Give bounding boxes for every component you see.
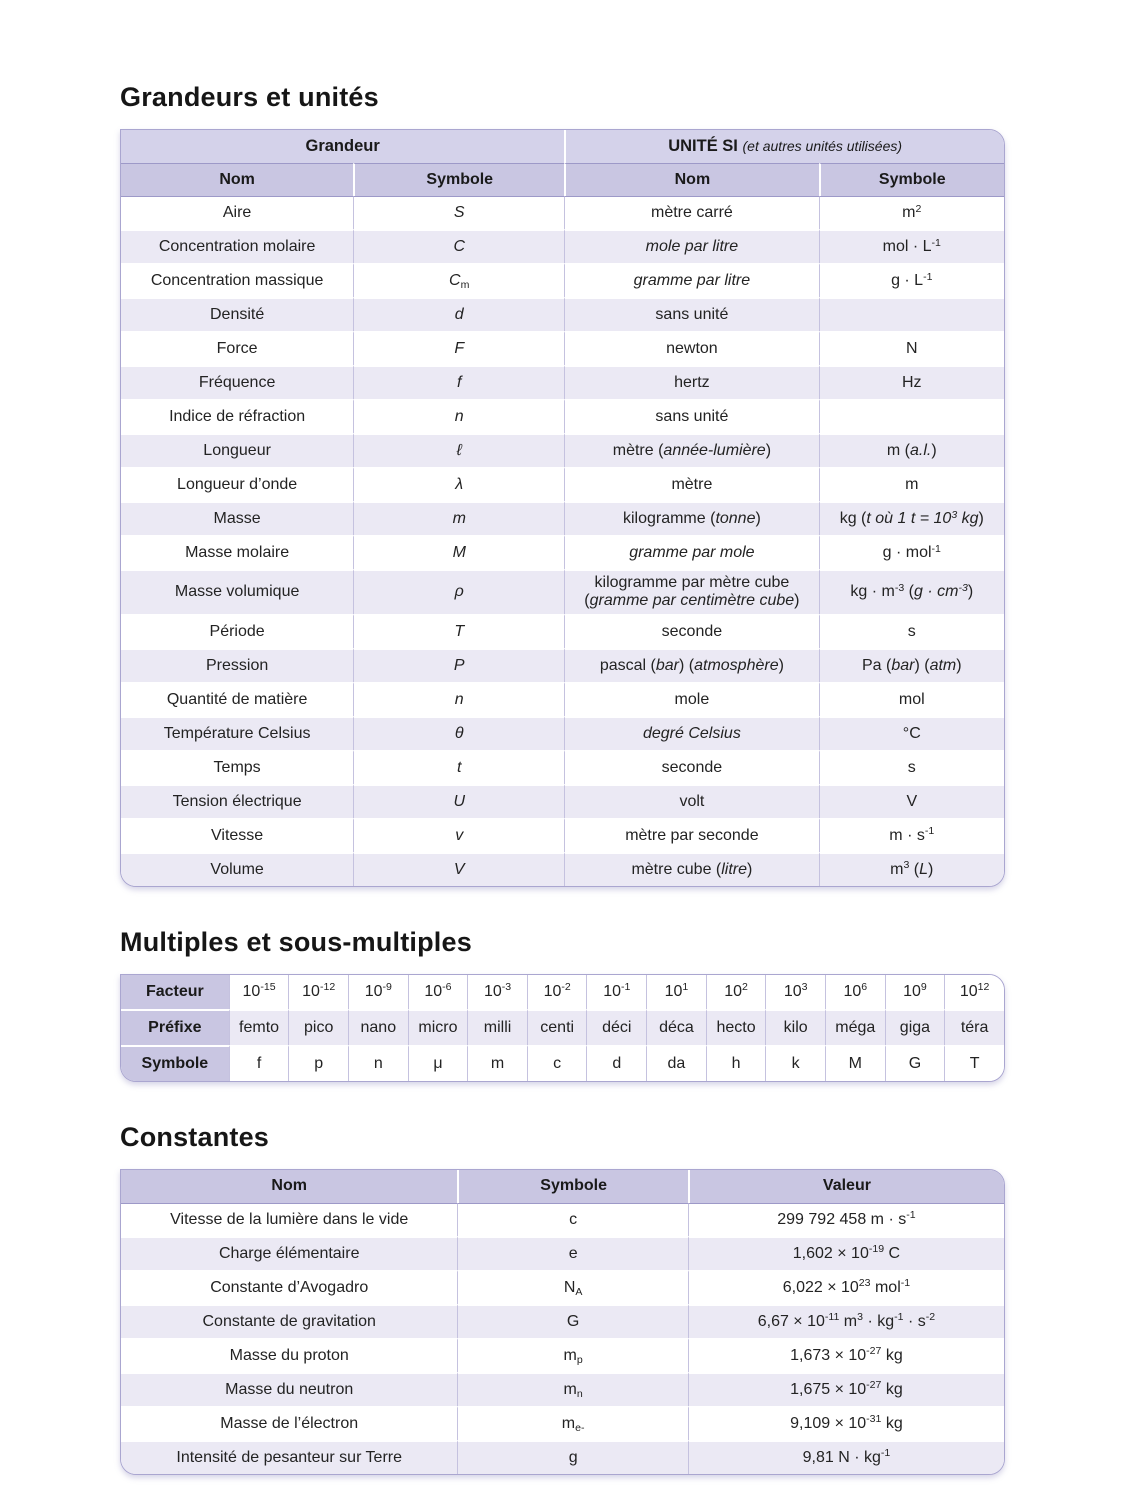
col-header-constante-valeur: Valeur xyxy=(688,1170,1004,1203)
unite-symbole: s xyxy=(819,614,1004,648)
facteur-row-value: $10^{-3}$ xyxy=(467,975,527,1009)
symbole-row xyxy=(121,1045,1004,1081)
unite-symbole: N xyxy=(819,331,1004,365)
constante-nom: Masse de l’électron xyxy=(121,1406,457,1440)
grandeur-nom: Période xyxy=(121,614,353,648)
prefixe-row-value: giga xyxy=(885,1009,945,1045)
grandeur-nom: Quantité de matière xyxy=(121,682,353,716)
grandeur-nom: Vitesse xyxy=(121,818,353,852)
unite-symbole: g · mol$^{-1}$ xyxy=(819,535,1004,569)
constante-nom: Intensité de pesanteur sur Terre xyxy=(121,1440,457,1474)
grandeur-row xyxy=(121,818,1004,852)
grandeur-symbole: f xyxy=(353,365,564,399)
unite-symbole: mol xyxy=(819,682,1004,716)
constante-symbole: $N_A$ xyxy=(457,1270,687,1304)
grandeur-row xyxy=(121,614,1004,648)
facteur-row-value: $10^3$ xyxy=(765,975,825,1009)
grandeur-row xyxy=(121,784,1004,818)
grandeur-row xyxy=(121,569,1004,614)
grandeur-symbole: V xyxy=(353,852,564,886)
symbole-row-value: T xyxy=(944,1045,1004,1081)
grandeur-symbole: ρ xyxy=(353,569,564,614)
unite-symbole xyxy=(819,399,1004,433)
prefixe-row xyxy=(121,1009,1004,1045)
grandeur-group-label: Grandeur xyxy=(305,137,380,156)
unite-symbole: m (a.l.) xyxy=(819,433,1004,467)
unite-si-note: (et autres unités utilisées) xyxy=(742,138,903,155)
grandeur-nom: Densité xyxy=(121,297,353,331)
grandeur-row xyxy=(121,852,1004,886)
grandeur-row xyxy=(121,501,1004,535)
unite-symbole: $m^3$ (L) xyxy=(819,852,1004,886)
grandeur-symbole: $C_m$ xyxy=(353,263,564,297)
grandeur-nom: Indice de réfraction xyxy=(121,399,353,433)
grandeur-row xyxy=(121,365,1004,399)
symbole-row-value: c xyxy=(527,1045,587,1081)
symbole-row-value: p xyxy=(288,1045,348,1081)
unite-nom: mètre cube (litre) xyxy=(564,852,818,886)
grandeur-nom: Tension électrique xyxy=(121,784,353,818)
constante-symbole: $m_n$ xyxy=(457,1372,687,1406)
grandeur-row xyxy=(121,399,1004,433)
facteur-row-value: $10^6$ xyxy=(825,975,885,1009)
prefixe-row-value: kilo xyxy=(765,1009,825,1045)
constante-valeur: $6,022 \times 10^{23}$ mol$^{-1}$ xyxy=(688,1270,1004,1304)
constante-symbole: g xyxy=(457,1440,687,1474)
grandeur-symbole: t xyxy=(353,750,564,784)
constantes-table xyxy=(120,1169,1005,1475)
facteur-row-value: $10^{-12}$ xyxy=(288,975,348,1009)
prefixe-row-value: femto xyxy=(229,1009,289,1045)
unite-symbole: mol · $L^{-1}$ xyxy=(819,229,1004,263)
grandeur-nom: Fréquence xyxy=(121,365,353,399)
unite-symbole: °C xyxy=(819,716,1004,750)
grandeur-group-header xyxy=(121,130,564,163)
prefixe-row-label: Préfixe xyxy=(121,1009,229,1045)
constante-valeur: 9,81 $N \cdot kg^{-1}$ xyxy=(688,1440,1004,1474)
unite-symbole: Pa (bar) (atm) xyxy=(819,648,1004,682)
unite-nom: sans unité xyxy=(564,297,818,331)
unite-symbole: kg (t où 1 $t = 10^3$ kg) xyxy=(819,501,1004,535)
unite-nom: volt xyxy=(564,784,818,818)
grandeur-row xyxy=(121,648,1004,682)
unite-nom: mètre par seconde xyxy=(564,818,818,852)
constante-nom: Vitesse de la lumière dans le vide xyxy=(121,1203,457,1236)
symbole-row-value: m xyxy=(467,1045,527,1081)
constante-row xyxy=(121,1203,1004,1236)
constante-nom: Constante de gravitation xyxy=(121,1304,457,1338)
unite-nom: mole xyxy=(564,682,818,716)
unite-nom: kilogramme (tonne) xyxy=(564,501,818,535)
grandeur-symbole: T xyxy=(353,614,564,648)
unite-nom: gramme par mole xyxy=(564,535,818,569)
constante-symbole: c xyxy=(457,1203,687,1236)
unite-symbole: m xyxy=(819,467,1004,501)
col-header-constante-nom: Nom xyxy=(121,1170,457,1203)
col-header-constante-symbole: Symbole xyxy=(457,1170,687,1203)
grandeur-nom: Longueur d’onde xyxy=(121,467,353,501)
symbole-row-value: f xyxy=(229,1045,289,1081)
constante-symbole: G xyxy=(457,1304,687,1338)
unite-nom: newton xyxy=(564,331,818,365)
symbole-row-value: n xyxy=(348,1045,408,1081)
prefixe-row-value: centi xyxy=(527,1009,587,1045)
unite-si-label: UNITÉ SI xyxy=(668,137,738,156)
grandeur-nom: Concentration massique xyxy=(121,263,353,297)
unite-nom: mole par litre xyxy=(564,229,818,263)
unite-symbole: $m \cdot s^{-1}$ xyxy=(819,818,1004,852)
symbole-row-value: G xyxy=(885,1045,945,1081)
grandeur-nom: Force xyxy=(121,331,353,365)
constante-valeur: $1,675 \times 10^{-27}$ kg xyxy=(688,1372,1004,1406)
grandeurs-title: Grandeurs et unités xyxy=(120,82,379,112)
grandeur-symbole: m xyxy=(353,501,564,535)
constante-nom: Constante d’Avogadro xyxy=(121,1270,457,1304)
grandeurs-group-header-row xyxy=(121,130,1004,163)
unite-nom: pascal (bar) (atmosphère) xyxy=(564,648,818,682)
grandeurs-section xyxy=(120,82,1005,887)
grandeur-symbole: S xyxy=(353,196,564,229)
grandeur-nom: Masse xyxy=(121,501,353,535)
constante-valeur: $9,109 \times 10^{-31}$ kg xyxy=(688,1406,1004,1440)
col-header-nom-grandeur: Nom xyxy=(121,163,353,196)
grandeur-nom: Masse volumique xyxy=(121,569,353,614)
symbole-row-value: k xyxy=(765,1045,825,1081)
facteur-row-value: $10^{-15}$ xyxy=(229,975,289,1009)
symbole-row-value: da xyxy=(646,1045,706,1081)
prefixe-row-value: pico xyxy=(288,1009,348,1045)
prefixe-row-value: méga xyxy=(825,1009,885,1045)
grandeur-nom: Temps xyxy=(121,750,353,784)
col-header-symbole-grandeur: Symbole xyxy=(353,163,564,196)
grandeur-row xyxy=(121,297,1004,331)
grandeur-symbole: F xyxy=(353,331,564,365)
unite-nom: mètre xyxy=(564,467,818,501)
constante-symbole: $m_{e-}$ xyxy=(457,1406,687,1440)
grandeur-row xyxy=(121,682,1004,716)
grandeur-row xyxy=(121,716,1004,750)
unite-symbole: $m^2$ xyxy=(819,196,1004,229)
grandeur-symbole: v xyxy=(353,818,564,852)
facteur-row-label: Facteur xyxy=(121,975,229,1009)
constantes-title: Constantes xyxy=(120,1121,270,1152)
constantes-header-row xyxy=(121,1170,1004,1203)
prefixe-row-value: milli xyxy=(467,1009,527,1045)
col-header-nom-unite: Nom xyxy=(564,163,818,196)
unite-nom: seconde xyxy=(564,614,818,648)
facteur-row-value: $10^{12}$ xyxy=(944,975,1004,1009)
constantes-section xyxy=(120,1122,1005,1475)
unite-nom: degré Celsius xyxy=(564,716,818,750)
grandeur-nom: Longueur xyxy=(121,433,353,467)
constante-valeur: $6,67 \times 10^{-11}$ $m^3 \cdot kg^{-1} \cdot s^{-2}$ xyxy=(688,1304,1004,1338)
grandeur-symbole: U xyxy=(353,784,564,818)
grandeur-symbole: P xyxy=(353,648,564,682)
constante-row xyxy=(121,1372,1004,1406)
constante-nom: Charge élémentaire xyxy=(121,1236,457,1270)
grandeurs-table xyxy=(120,129,1005,887)
constante-valeur: $1,602 \times 10^{-19}$ C xyxy=(688,1236,1004,1270)
unite-nom: seconde xyxy=(564,750,818,784)
facteur-row-value: $10^{-1}$ xyxy=(586,975,646,1009)
grandeurs-subheader-row xyxy=(121,163,1004,196)
multiples-title: Multiples et sous-multiples xyxy=(120,926,472,957)
constante-row xyxy=(121,1440,1004,1474)
grandeur-symbole: M xyxy=(353,535,564,569)
symbole-row-value: h xyxy=(706,1045,766,1081)
unite-symbole: kg · $m^{-3}$ $(g \cdot cm^{-3})$ xyxy=(819,569,1004,614)
multiples-section xyxy=(120,927,1005,1082)
prefixe-row-value: téra xyxy=(944,1009,1004,1045)
constante-row xyxy=(121,1270,1004,1304)
grandeur-nom: Volume xyxy=(121,852,353,886)
constante-symbole: e xyxy=(457,1236,687,1270)
facteur-row-value: $10^{-6}$ xyxy=(408,975,468,1009)
grandeur-row xyxy=(121,196,1004,229)
facteur-row-value: $10^{-9}$ xyxy=(348,975,408,1009)
grandeur-nom: Pression xyxy=(121,648,353,682)
unite-nom: sans unité xyxy=(564,399,818,433)
constante-nom: Masse du proton xyxy=(121,1338,457,1372)
unite-nom: gramme par litre xyxy=(564,263,818,297)
unite-symbole xyxy=(819,297,1004,331)
constante-row xyxy=(121,1338,1004,1372)
grandeur-nom: Aire xyxy=(121,196,353,229)
constante-row xyxy=(121,1304,1004,1338)
symbole-row-value: M xyxy=(825,1045,885,1081)
prefixe-row-value: hecto xyxy=(706,1009,766,1045)
unite-si-group-header xyxy=(564,130,1004,163)
constante-valeur: 299 792 458 $m \cdot s^{-1}$ xyxy=(688,1203,1004,1236)
facteur-row-value: $10^1$ xyxy=(646,975,706,1009)
grandeur-row xyxy=(121,263,1004,297)
constante-valeur: $1,673 \times 10^{-27}$ kg xyxy=(688,1338,1004,1372)
grandeur-row xyxy=(121,467,1004,501)
unite-nom: mètre (année-lumière) xyxy=(564,433,818,467)
grandeur-row xyxy=(121,331,1004,365)
unite-symbole: $g \cdot L^{-1}$ xyxy=(819,263,1004,297)
col-header-symbole-unite: Symbole xyxy=(819,163,1004,196)
facteur-row xyxy=(121,975,1004,1009)
grandeur-row xyxy=(121,229,1004,263)
grandeur-row xyxy=(121,433,1004,467)
grandeur-symbole: C xyxy=(353,229,564,263)
unite-nom: kilogramme par mètre cube (gramme par centimètre cube) xyxy=(564,569,818,614)
facteur-row-value: $10^{-2}$ xyxy=(527,975,587,1009)
constante-symbole: $m_p$ xyxy=(457,1338,687,1372)
grandeur-symbole: n xyxy=(353,682,564,716)
prefixe-row-value: déca xyxy=(646,1009,706,1045)
grandeur-symbole: θ xyxy=(353,716,564,750)
grandeur-symbole: d xyxy=(353,297,564,331)
grandeur-nom: Masse molaire xyxy=(121,535,353,569)
grandeur-symbole: ℓ xyxy=(353,433,564,467)
unite-symbole: Hz xyxy=(819,365,1004,399)
constante-row xyxy=(121,1236,1004,1270)
symbole-row-value: d xyxy=(586,1045,646,1081)
multiples-table xyxy=(120,974,1005,1082)
symbole-row-label: Symbole xyxy=(121,1045,229,1081)
constante-row xyxy=(121,1406,1004,1440)
unite-symbole: s xyxy=(819,750,1004,784)
unite-nom: hertz xyxy=(564,365,818,399)
grandeur-nom: Concentration molaire xyxy=(121,229,353,263)
facteur-row-value: $10^2$ xyxy=(706,975,766,1009)
grandeur-nom: Température Celsius xyxy=(121,716,353,750)
grandeur-row xyxy=(121,535,1004,569)
prefixe-row-value: micro xyxy=(408,1009,468,1045)
prefixe-row-value: nano xyxy=(348,1009,408,1045)
constante-nom: Masse du neutron xyxy=(121,1372,457,1406)
unite-nom: mètre carré xyxy=(564,196,818,229)
prefixe-row-value: déci xyxy=(586,1009,646,1045)
unite-symbole: V xyxy=(819,784,1004,818)
symbole-row-value: μ xyxy=(408,1045,468,1081)
grandeur-row xyxy=(121,750,1004,784)
grandeur-symbole: λ xyxy=(353,467,564,501)
grandeur-symbole: n xyxy=(353,399,564,433)
facteur-row-value: $10^9$ xyxy=(885,975,945,1009)
